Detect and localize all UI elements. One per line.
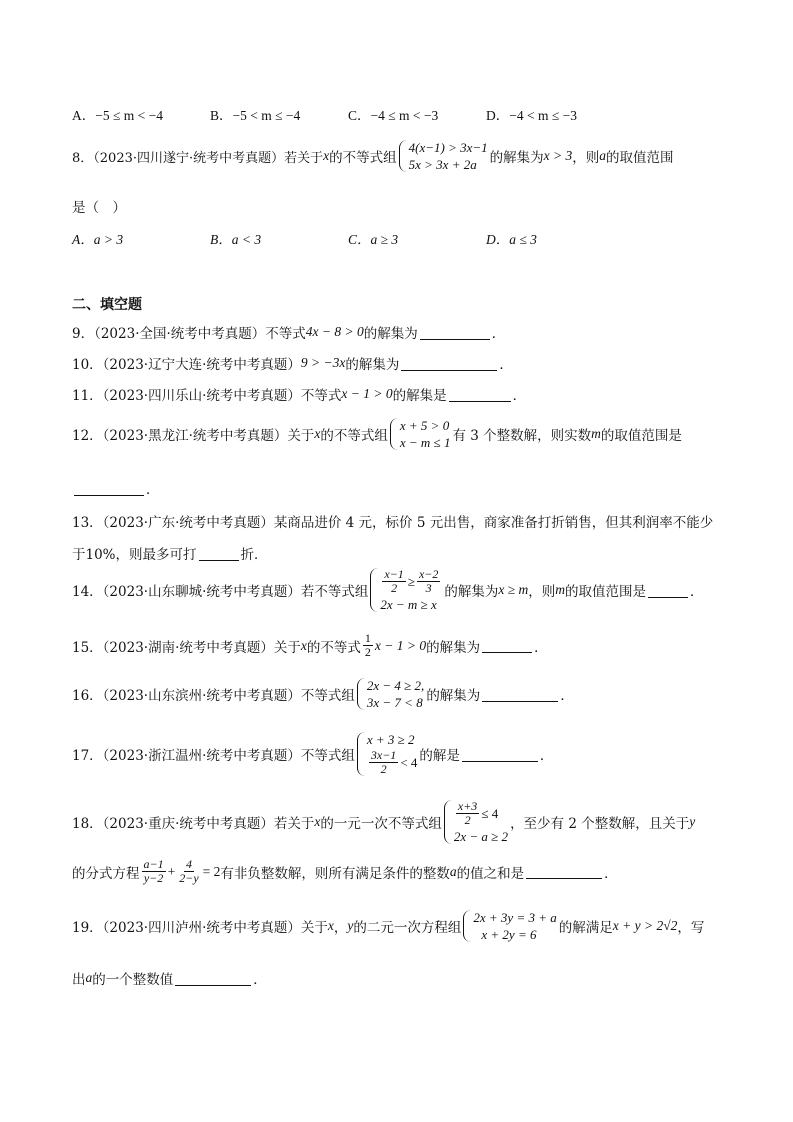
- q14-tail2: ，则: [528, 584, 556, 600]
- q17-row2: $\frac{3x-1}{2}$ < 4: [370, 748, 418, 776]
- q12-tail2: 的取值范围是: [600, 428, 682, 444]
- q12-row2: x − m ≤ 1: [399, 435, 451, 450]
- question-9: [72, 322, 732, 342]
- q17-answer-blank[interactable]: [462, 747, 538, 762]
- brace: [357, 678, 365, 710]
- q17-row1: x + 3 ≥ 2: [366, 732, 415, 747]
- q15-mid: 的不等式: [306, 639, 361, 656]
- q18-line2b: 有非负整数解，则所有满足条件的整数: [220, 865, 450, 882]
- q8-tail3: 的取值范围: [606, 150, 674, 166]
- q9-tail: 的解集为: [363, 326, 418, 342]
- q12-lead: 12．（2023·黑龙江·统考中考真题）关于: [72, 428, 315, 444]
- q19-line2: [72, 968, 732, 988]
- q15-end: ．: [534, 639, 548, 656]
- q16-row2: 3x − 7 < 8: [366, 695, 423, 710]
- q18-frac1: $\frac{a-1}{y-2}$: [143, 857, 164, 885]
- q19-row1: 2x + 3y = 3 + a: [473, 910, 557, 925]
- q18-eq: = 2: [202, 863, 221, 879]
- q12-tail: 有 3 个整数解，则实数: [452, 428, 592, 444]
- q7-option-c[interactable]: C．−4 ≤ m < −3: [348, 108, 439, 123]
- q8-cond: x > 3: [543, 148, 573, 163]
- q9-end: ．: [491, 326, 506, 342]
- q16-end: ．: [560, 688, 574, 704]
- brace: [444, 800, 452, 844]
- q14-row1: $\frac{x-1}{2}$ ≥ $\frac{x-2}{3}$: [384, 567, 439, 595]
- q14-end: ．: [690, 584, 704, 600]
- q14-system: [370, 568, 442, 612]
- q18-system: [444, 800, 508, 844]
- q16-row1: 2x − 4 ≥ 2,: [366, 678, 425, 693]
- q11-tail: 的解集是: [392, 388, 447, 404]
- q13-line1: 13．（2023·广东·统考中考真题）某商品进价 4 元，标价 5 元出售，商家准备打折销售，但其利润率不能少: [72, 515, 714, 531]
- q17-lead: 17．（2023·浙江温州·统考中考真题）不等式组: [72, 748, 355, 764]
- q14-answer-blank[interactable]: [648, 583, 688, 598]
- q19-cond: x + y > 2√2: [612, 918, 678, 933]
- question-8: [72, 140, 732, 172]
- q11-lead: 11．（2023·四川乐山·统考中考真题）不等式: [72, 388, 342, 404]
- q18-tail: ，至少有 2 个整数解，且关于: [510, 816, 690, 832]
- question-15: [72, 632, 732, 659]
- q14-tail3: 的取值范围是: [565, 584, 647, 600]
- q10-answer-blank[interactable]: [401, 356, 497, 371]
- q16-answer-blank[interactable]: [482, 687, 558, 702]
- q18-plus: +: [167, 863, 176, 879]
- q18-row2: 2x − a ≥ 2: [453, 829, 509, 844]
- q15-answer-blank[interactable]: [482, 638, 532, 653]
- q8-tail2: ，则: [572, 150, 600, 166]
- q8-system: [399, 140, 488, 172]
- q18-frac2: $\frac{4}{2-y}$: [179, 857, 199, 885]
- var-a: a: [85, 970, 93, 985]
- q17-system: [357, 732, 418, 776]
- q19-comma: ，: [333, 920, 348, 936]
- brace: [370, 568, 378, 612]
- q8-option-b[interactable]: B．a < 3: [210, 232, 262, 247]
- q11-expr: x − 1 > 0: [341, 386, 393, 401]
- var-x: x: [327, 918, 334, 933]
- question-14: [72, 568, 732, 612]
- q9-answer-blank[interactable]: [420, 325, 490, 340]
- q11-answer-blank[interactable]: [449, 387, 511, 402]
- var-x: x: [323, 148, 330, 163]
- q17-end: ．: [539, 748, 554, 764]
- q12-mid: 的不等式组: [320, 428, 388, 444]
- q8-options: [72, 228, 732, 248]
- q10-tail: 的解集为: [345, 357, 400, 373]
- q16-lead: 16．（2023·山东滨州·统考中考真题）不等式组: [72, 688, 355, 704]
- q19-row2: x + 2y = 6: [481, 927, 537, 942]
- q13-line2: [72, 543, 732, 563]
- var-a: a: [449, 863, 457, 879]
- q19-end: ．: [253, 972, 267, 988]
- question-18: [72, 800, 732, 844]
- q19-line2b: 的一个整数值: [92, 972, 174, 988]
- q19-tail2: ，写: [677, 920, 705, 936]
- q18-line2a: 的分式方程: [72, 865, 140, 882]
- q9-expr: 4x − 8 > 0: [305, 324, 364, 339]
- q15-fraction: $\frac{1}{2}$: [364, 631, 371, 659]
- q15-expr: x − 1 > 0: [374, 637, 427, 653]
- q17-tail: 的解是: [419, 748, 460, 764]
- var-a: a: [599, 148, 606, 163]
- q19-mid: 的二元一次方程组: [353, 920, 462, 936]
- q8-row2: 5x > 3x + 2a: [408, 157, 477, 172]
- q15-tail: 的解集为: [426, 639, 481, 656]
- q10-lead: 10．（2023·辽宁大连·统考中考真题）: [72, 357, 301, 373]
- q7-options: [72, 104, 732, 124]
- brace: [463, 910, 471, 942]
- q8-option-d[interactable]: D．a ≤ 3: [486, 232, 537, 247]
- q10-end: ．: [499, 357, 513, 373]
- q14-cond: x ≥ m: [498, 582, 529, 597]
- q12-line2: [72, 478, 732, 498]
- q8-option-c[interactable]: C．a ≥ 3: [348, 232, 399, 247]
- question-19: [72, 910, 732, 942]
- q11-end: ．: [512, 388, 527, 404]
- q18-answer-blank[interactable]: [526, 864, 602, 879]
- q19-system: [463, 910, 556, 942]
- q8-option-a[interactable]: A．a > 3: [72, 232, 124, 247]
- q16-tail: 的解集为: [426, 688, 481, 704]
- q12-answer-blank[interactable]: [74, 481, 144, 496]
- question-10: [72, 353, 732, 373]
- q7-option-b[interactable]: B．−5 < m ≤ −4: [210, 108, 301, 123]
- q9-lead: 9．（2023·全国·统考中考真题）不等式: [72, 326, 306, 342]
- q18-line2: [72, 858, 732, 885]
- q12-row1: x + 5 > 0: [399, 418, 450, 433]
- q19-answer-blank[interactable]: [175, 971, 251, 986]
- q18-lead: 18．（2023·重庆·统考中考真题）若关于: [72, 816, 315, 832]
- q8-line2: 是（ ）: [72, 200, 126, 216]
- q14-tail: 的解集为: [444, 584, 499, 600]
- q8-lead: 8．（2023·四川遂宁·统考中考真题）若关于: [72, 150, 324, 166]
- q12-system: [390, 418, 451, 450]
- brace: [390, 418, 398, 450]
- q7-option-d[interactable]: D．−4 < m ≤ −3: [486, 108, 577, 123]
- question-12: [72, 418, 732, 450]
- q14-lead: 14．（2023·山东聊城·统考中考真题）若不等式组: [72, 584, 369, 600]
- q19-tail: 的解满足: [558, 920, 613, 936]
- q12-end: ．: [146, 482, 160, 498]
- q13-answer-blank[interactable]: [199, 546, 239, 561]
- q13-line2a: 于10%，则最多可打: [72, 547, 197, 563]
- q16-system: [357, 678, 424, 710]
- q19-line2a: 出: [72, 972, 86, 988]
- q8-mid: 的不等式组: [329, 150, 397, 166]
- q18-end: ．: [604, 865, 618, 882]
- brace: [357, 732, 365, 776]
- question-16: [72, 678, 732, 710]
- q18-mid: 的一元一次不等式组: [320, 816, 442, 832]
- section-heading: 二、填空题: [72, 297, 142, 313]
- var-y: y: [689, 814, 696, 829]
- q14-row2: 2x − m ≥ x: [380, 597, 437, 612]
- var-x: x: [300, 637, 307, 653]
- var-m: m: [591, 426, 601, 441]
- brace: [399, 140, 407, 172]
- var-x: x: [314, 426, 321, 441]
- question-17: [72, 732, 732, 776]
- q8-row1: 4(x−1) > 3x−1: [408, 140, 488, 155]
- q7-option-a[interactable]: A．−5 ≤ m < −4: [72, 108, 163, 123]
- q8-tail1: 的解集为: [489, 150, 544, 166]
- var-x: x: [314, 814, 321, 829]
- q18-row1: $\frac{x+3}{2}$ ≤ 4: [457, 799, 499, 827]
- q15-lead: 15．（2023·湖南·统考中考真题）关于: [72, 639, 301, 656]
- q10-expr: 9 > −3x: [300, 355, 346, 370]
- var-m: m: [555, 582, 566, 597]
- q18-line2c: 的值之和是: [456, 865, 525, 882]
- q19-lead: 19．（2023·四川泸州·统考中考真题）关于: [72, 920, 328, 936]
- var-y: y: [347, 918, 354, 933]
- q13-line2b: 折．: [240, 547, 268, 563]
- question-11: [72, 384, 732, 404]
